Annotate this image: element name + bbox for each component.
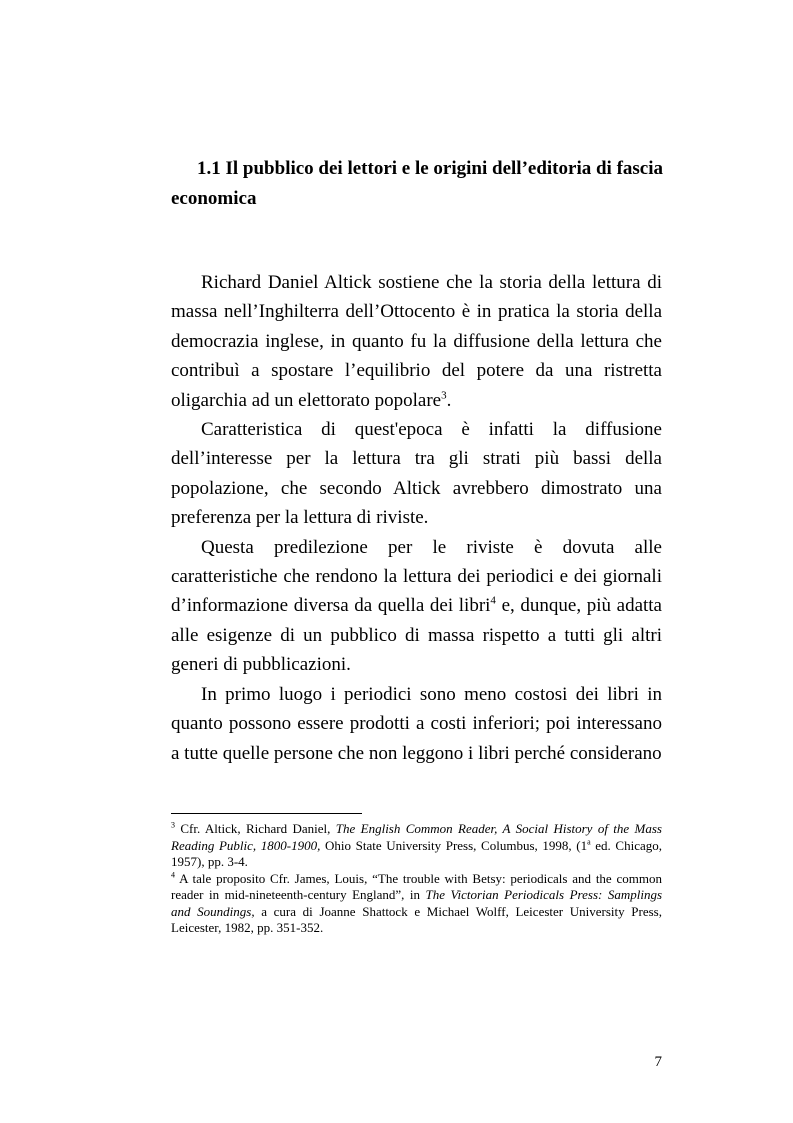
footnote-3-edition-sup: a [587,837,591,847]
footnote-4-lead: A tale proposito Cfr. James, Louis, “The trouble with Betsy: periodicals and the common reader in mid-nineteenth-century England”, in [171,870,662,902]
paragraph-2: Caratteristica di quest'epoca è infatti la diffusione dell’interesse per la lettura tra gli strati più bassi della popolazione, che secondo Altick avrebbero dimostrato una preferenza per la lettura di riviste. [171,419,662,529]
page-number: 7 [654,1054,662,1070]
footnote-3 [171,821,662,871]
footnote-separator [171,813,362,814]
footnote-3-tail: ed. Chicago, 1957), pp. 3-4. [171,837,663,869]
paragraph-1-tail: . [446,389,452,411]
footnote-ref-4: 4 [490,595,496,608]
footnotes [171,821,662,937]
footnote-ref-3: 3 [441,389,447,402]
footnote-3-title: The English Common Reader, A Social History of the Mass Reading Public, 1800-1900, [171,821,662,853]
paragraph-1 [171,268,662,415]
footnote-3-number: 3 [171,820,175,830]
paragraph-3-text-after: e, dunque, più adatta alle esigenze di un pubblico di massa rispetto a tutti gli altri generi di pubblicazioni. [171,595,662,676]
footnote-4-title: The Victorian Periodicals Press: Samplings and Soundings, [171,887,662,919]
body-text [171,268,662,768]
footnote-4-tail: a cura di Joanne Shattock e Michael Wolff, Leicester University Press, Leicester, 1982, pp. 351-352. [171,903,662,935]
footnote-3-lead: Cfr. Altick, Richard Daniel, [175,821,336,836]
footnote-4 [171,871,662,937]
paragraph-4: In primo luogo i periodici sono meno costosi dei libri in quanto possono essere prodotti a costi inferiori; poi interessano a tutte quelle persone che non leggono i libri perché considerano [171,683,662,764]
footnote-4-number: 4 [171,870,175,880]
paragraph-3 [171,533,662,680]
section-heading: 1.1 Il pubblico dei lettori e le origini dell’editoria di fascia economica [171,158,664,209]
paragraph-3-text-before: Questa predilezione per le riviste è dovuta alle caratteristiche che rendono la lettura dei periodici e dei giornali d’informazione diversa da quella dei libri [171,536,662,617]
paragraph-1-text: Richard Daniel Altick sostiene che la storia della lettura di massa nell’Inghilterra dell’Ottocento è in pratica la storia della democrazia inglese, in quanto fu la diffusione della lettura che contribuì a spostare l’equilibrio del potere da una ristretta oligarchia ad un elettorato popolare [171,272,662,411]
footnote-3-after-title: Ohio State University Press, Columbus, 1998, (1 [320,837,588,853]
